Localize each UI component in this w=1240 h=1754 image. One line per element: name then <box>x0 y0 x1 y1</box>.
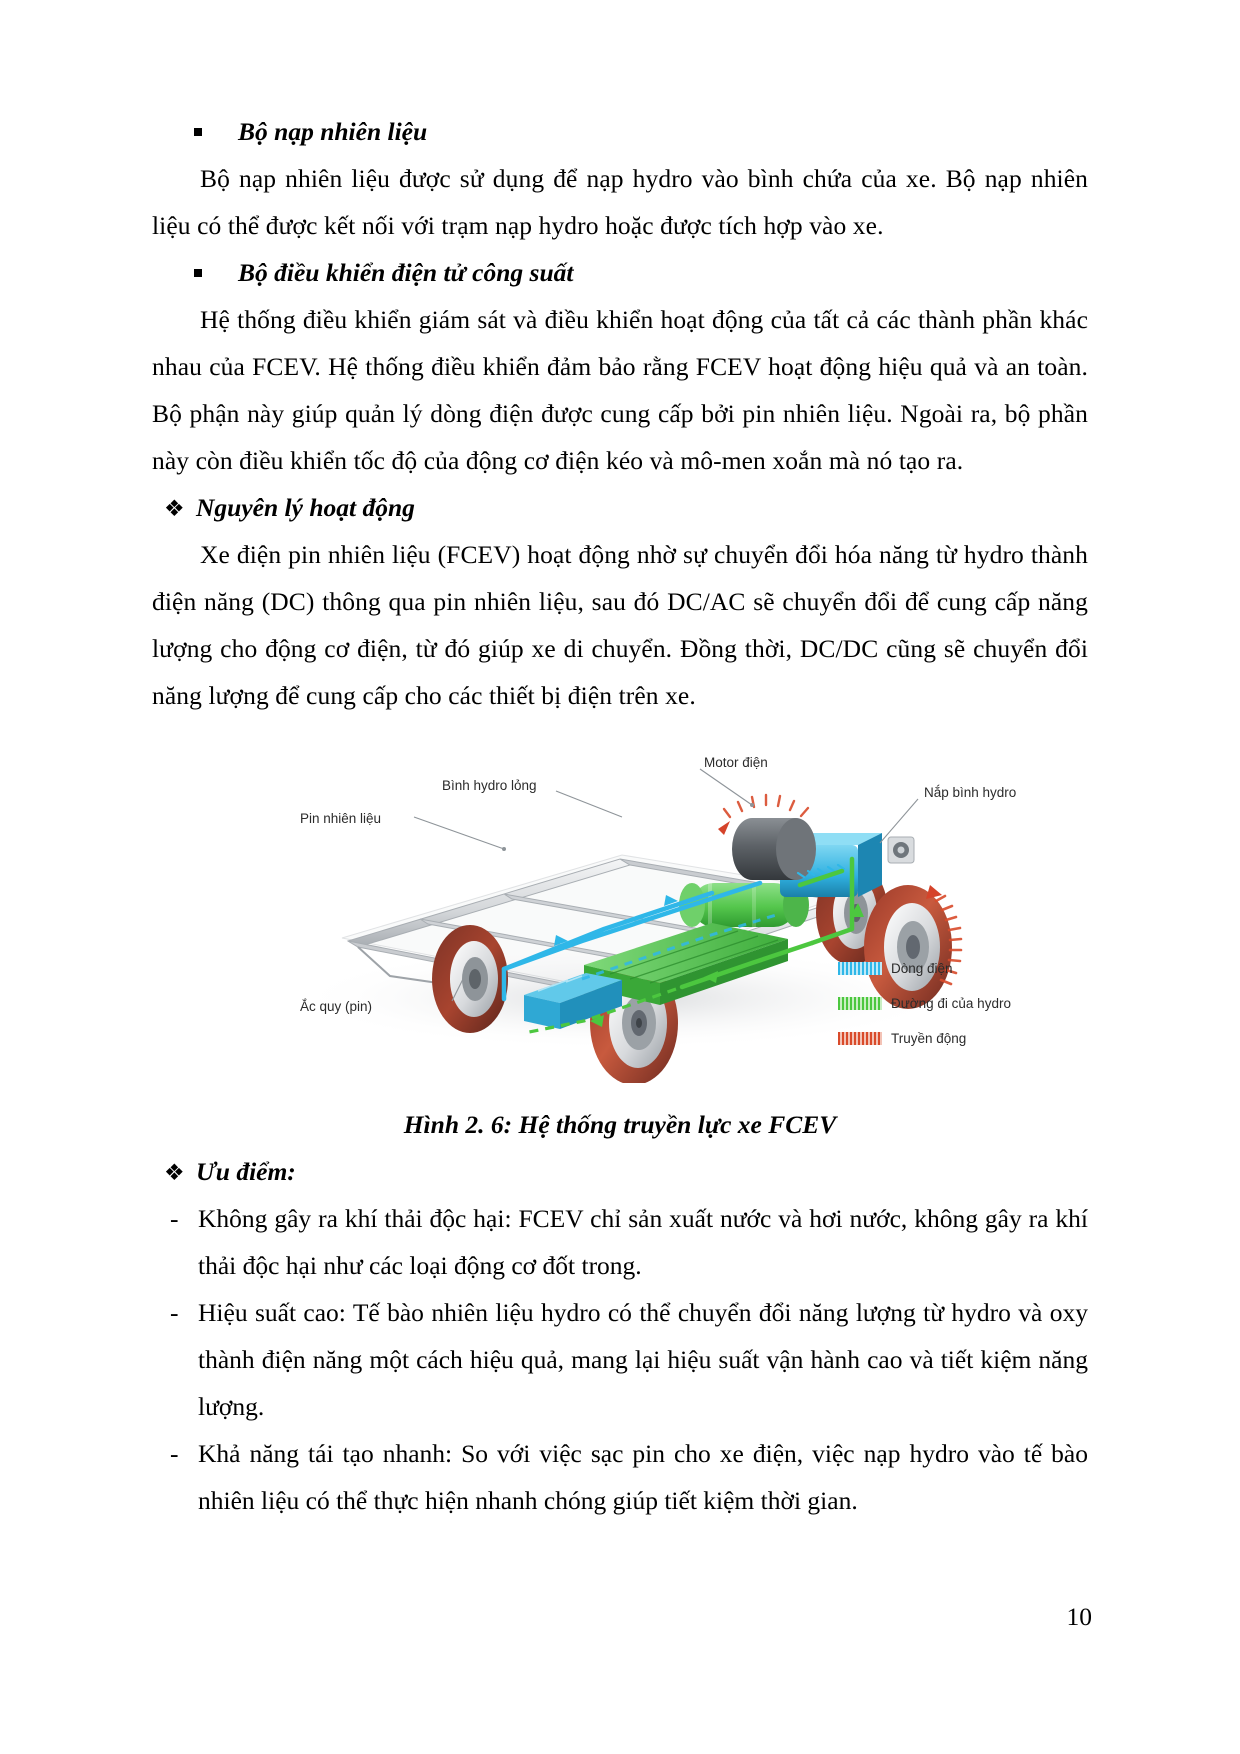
list-item-text: Không gây ra khí thải độc hại: FCEV chỉ sản xuất nước và hơi nước, không gây ra khí thải độc hại như các loại động cơ đốt trong. <box>198 1204 1088 1280</box>
heading-text: Ưu điểm: <box>196 1157 296 1186</box>
dash-bullet-icon: - <box>170 1298 179 1327</box>
legend-swatch-hydro-icon <box>838 997 882 1010</box>
page-number: 10 <box>1066 1602 1092 1631</box>
subheading-text: Bộ điều khiển điện tử công suất <box>238 258 574 287</box>
legend-item-truyen-dong <box>838 1025 1058 1051</box>
legend-swatch-current-icon <box>838 962 882 975</box>
list-item-text: Hiệu suất cao: Tế bào nhiên liệu hydro có thể chuyển đổi năng lượng từ hydro và oxy thành điện năng một cách hiệu quả, mang lại hiệu suất vận hành cao và tiết kiệm năng lượng. <box>198 1298 1088 1421</box>
paragraph-nguyen-ly: Xe điện pin nhiên liệu (FCEV) hoạt động nhờ sự chuyển đổi hóa năng từ hydro thành điện năng (DC) thông qua pin nhiên liệu, sau đó DC/AC sẽ chuyển đổi để cung cấp năng lượng cho động cơ điện, từ đó giúp xe di chuyển. Đồng thời, DC/DC cũng sẽ chuyển đổi năng lượng để cung cấp cho các thiết bị điện trên xe. <box>152 540 1088 710</box>
legend-swatch-drive-icon <box>838 1032 882 1045</box>
subheading-text: Bộ nạp nhiên liệu <box>238 117 428 146</box>
diamond-bullet-icon: ❖ <box>164 1160 185 1185</box>
legend-label-truyen-dong: Truyền động <box>891 1030 967 1046</box>
figure-fcev-powertrain <box>152 733 1088 1083</box>
list-item-text: Khả năng tái tạo nhanh: So với việc sạc pin cho xe điện, việc nạp hydro vào tế bào nhiên liệu có thể thực hiện nhanh chóng giúp tiết kiệm thời gian. <box>198 1439 1088 1515</box>
subheading-bo-nap-nhien-lieu <box>152 108 1088 155</box>
subheading-bo-dieu-khien-dien-tu-cong-suat <box>152 249 1088 296</box>
diamond-bullet-icon: ❖ <box>164 496 185 521</box>
legend-label-dong-dien: Dòng điện <box>891 960 953 976</box>
list-item <box>152 1289 1088 1430</box>
advantages-list <box>152 1195 1088 1524</box>
figure-label-ac-quy-pin: Ắc quy (pin) <box>300 999 373 1014</box>
heading-uu-diem <box>152 1148 1088 1195</box>
figure-label-binh-hydro-long: Bình hydro lỏng <box>442 778 537 793</box>
figure-label-pin-nhien-lieu: Pin nhiên liệu <box>300 811 382 826</box>
figure-label-nap-binh-hydro: Nắp bình hydro <box>924 785 1017 800</box>
heading-text: Nguyên lý hoạt động <box>196 493 415 522</box>
legend-item-duong-di-cua-hydro <box>838 990 1058 1016</box>
legend-item-dong-dien <box>838 955 1058 981</box>
dash-bullet-icon: - <box>170 1204 179 1233</box>
page-content <box>152 108 1088 1524</box>
figure-caption: Hình 2. 6: Hệ thống truyền lực xe FCEV <box>403 1110 837 1139</box>
dash-bullet-icon: - <box>170 1439 179 1468</box>
square-bullet-icon <box>194 128 202 136</box>
legend-label-duong-di-cua-hydro: Đường đi của hydro <box>891 995 1011 1011</box>
heading-nguyen-ly-hoat-dong <box>152 484 1088 531</box>
paragraph-he-thong-dieu-khien: Hệ thống điều khiển giám sát và điều khiển hoạt động của tất cả các thành phần khác nhau của FCEV. Hệ thống điều khiển đảm bảo rằng FCEV hoạt động hiệu quả và an toàn. Bộ phận này giúp quản lý dòng điện được cung cấp bởi pin nhiên liệu. Ngoài ra, bộ phần này còn điều khiển tốc độ của động cơ điện kéo và mô-men xoắn mà nó tạo ra. <box>152 305 1088 475</box>
figure-legend <box>838 955 1058 1060</box>
square-bullet-icon <box>194 269 202 277</box>
paragraph-bo-nap-nhien-lieu: Bộ nạp nhiên liệu được sử dụng để nạp hydro vào bình chứa của xe. Bộ nạp nhiên liệu có thể được kết nối với trạm nạp hydro hoặc được tích hợp vào xe. <box>152 164 1088 240</box>
figure-label-motor-dien: Motor điện <box>704 755 768 770</box>
list-item <box>152 1430 1088 1524</box>
list-item <box>152 1195 1088 1289</box>
